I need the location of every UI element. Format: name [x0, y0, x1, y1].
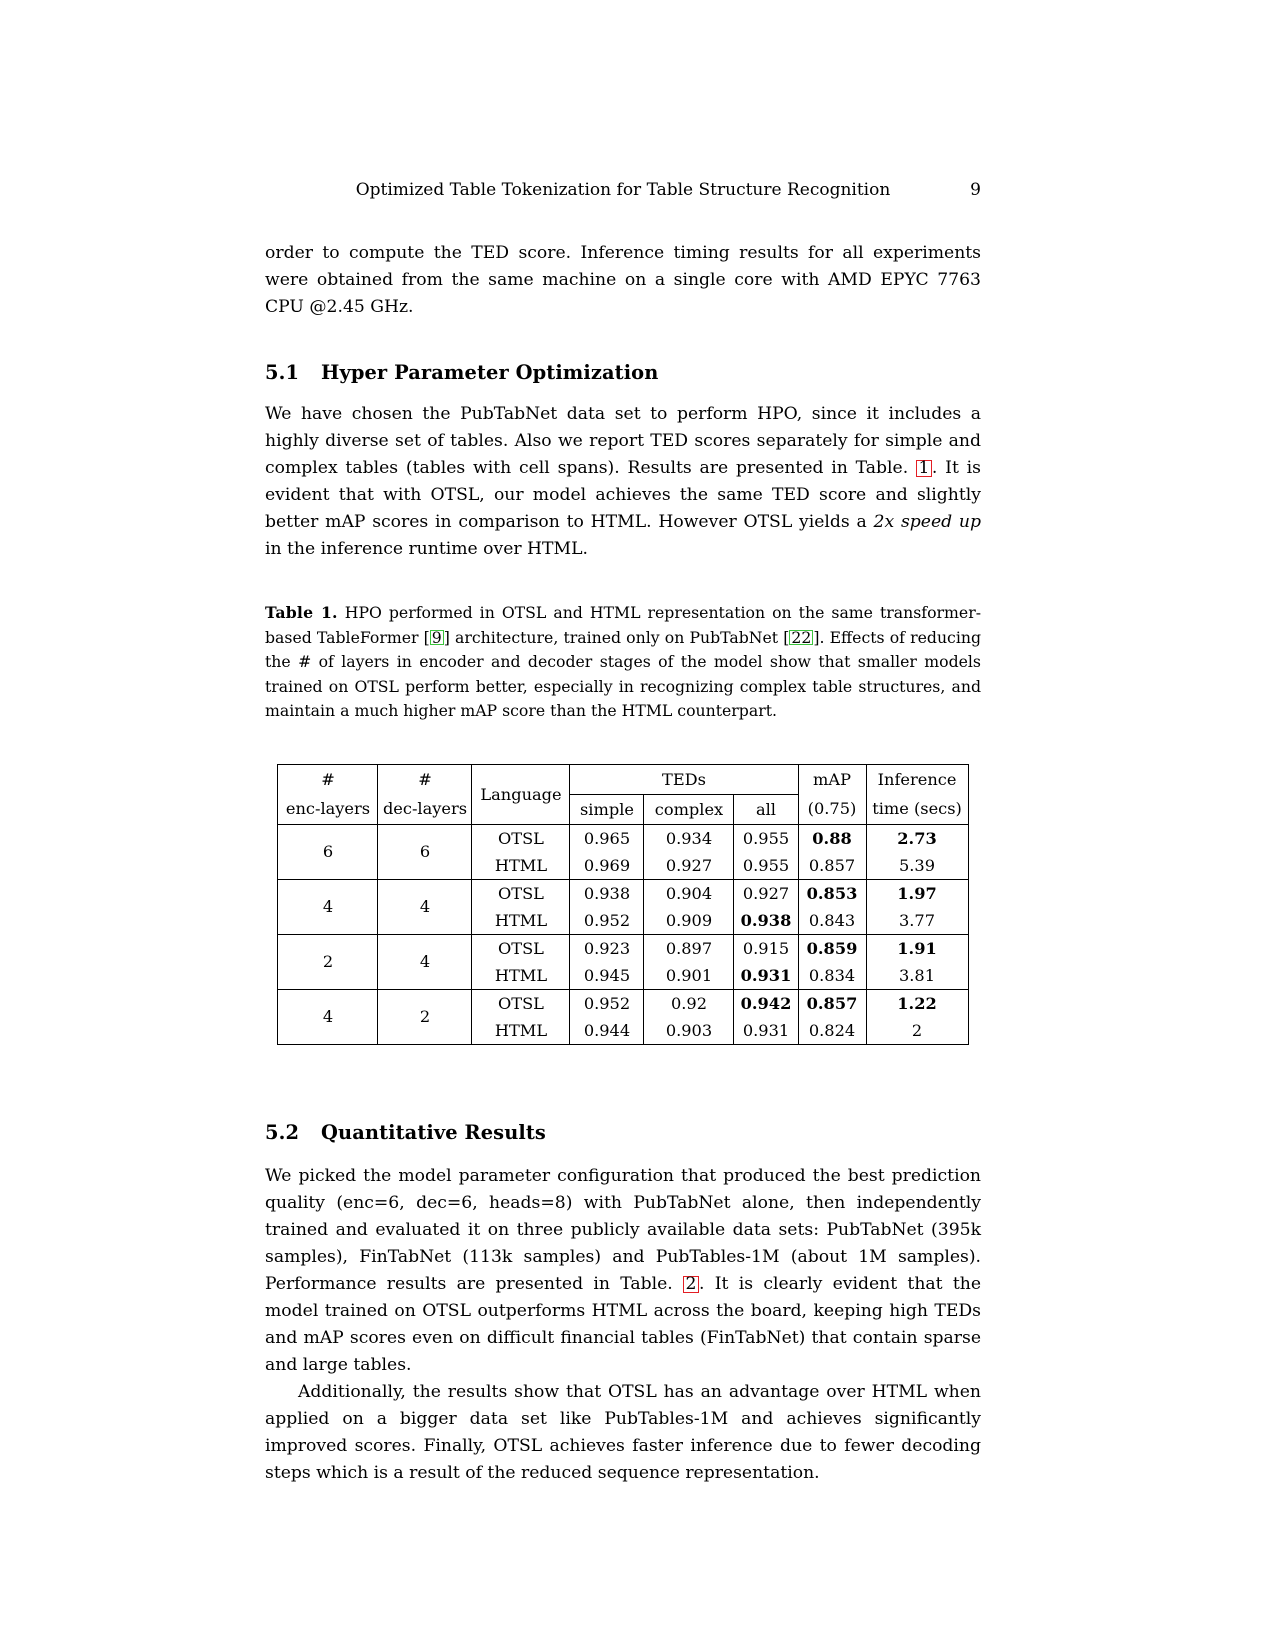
- cell-language: OTSL: [472, 934, 570, 962]
- cell-map: 0.857: [798, 852, 866, 880]
- intro-paragraph: [265, 240, 981, 321]
- cell-inference-time: 1.22: [866, 989, 968, 1017]
- citation-9-link[interactable]: 9: [431, 627, 442, 647]
- cell-inference-time: 2: [866, 1017, 968, 1045]
- cell-teds-simple: 0.952: [570, 907, 644, 935]
- col-header-complex: complex: [644, 794, 734, 824]
- col-header-enc-layers: # enc-layers: [278, 764, 378, 824]
- section-5-1-title: Hyper Parameter Optimization: [321, 361, 659, 384]
- hpo-results-table: [277, 764, 968, 1045]
- table-1-caption: [265, 601, 981, 724]
- section-5-2-title: Quantitative Results: [321, 1120, 546, 1144]
- col-header-language: Language: [472, 764, 570, 824]
- cell-teds-simple: 0.969: [570, 852, 644, 880]
- table-row: [278, 989, 968, 1017]
- cell-teds-complex: 0.92: [644, 989, 734, 1017]
- cell-teds-all: 0.931: [734, 962, 798, 990]
- section-5-2-paragraph-2: [265, 1379, 981, 1487]
- caption-text: ] architecture, trained only on PubTabNet [: [443, 627, 790, 647]
- section-5-1-heading: [265, 361, 981, 384]
- cell-language: HTML: [472, 852, 570, 880]
- section-5-1-number: 5.1: [265, 361, 300, 384]
- cell-map: 0.88: [798, 824, 866, 852]
- cell-teds-simple: 0.952: [570, 989, 644, 1017]
- running-head: [265, 180, 981, 200]
- page-number: 9: [970, 180, 981, 200]
- cell-teds-all: 0.915: [734, 934, 798, 962]
- caption-text: ]. Effects of reducing the # of layers in encoder and decoder stages of the model show that smaller models trained on OTSL perform better, especially in recognizing complex table structures, and maintain a much higher mAP score than the HTML counterpart.: [265, 627, 982, 721]
- text-column: [265, 180, 981, 1487]
- cell-teds-all: 0.955: [734, 852, 798, 880]
- cell-enc-layers: 4: [278, 879, 378, 934]
- cell-inference-time: 5.39: [866, 852, 968, 880]
- speedup-italic-text: 2x speed up: [873, 512, 981, 532]
- cell-teds-complex: 0.904: [644, 879, 734, 907]
- paragraph-text: in the inference runtime over HTML.: [265, 539, 588, 559]
- cell-map: 0.853: [798, 879, 866, 907]
- cell-teds-complex: 0.903: [644, 1017, 734, 1045]
- paragraph-text: . It is clearly evident that the model trained on OTSL outperforms HTML across the board, keeping high TEDs and mAP scores even on difficult financial tables (FinTabNet) that contain sparse and large tables.: [265, 1273, 982, 1375]
- cell-inference-time: 1.97: [866, 879, 968, 907]
- cell-teds-all: 0.955: [734, 824, 798, 852]
- cell-teds-simple: 0.923: [570, 934, 644, 962]
- section-5-2-heading: [265, 1121, 981, 1144]
- table-1-ref-link[interactable]: 1: [916, 460, 932, 477]
- col-header-map: mAP (0.75): [798, 764, 866, 824]
- table-2-ref-link[interactable]: 2: [683, 1276, 699, 1293]
- cell-teds-complex: 0.934: [644, 824, 734, 852]
- cell-enc-layers: 6: [278, 824, 378, 879]
- intro-text: order to compute the TED score. Inference timing results for all experiments were obtained from the same machine on a single core with AMD EPYC 7763 CPU @2.45 GHz.: [265, 243, 981, 317]
- section-5-2-block: [265, 1121, 981, 1487]
- cell-teds-complex: 0.901: [644, 962, 734, 990]
- cell-inference-time: 1.91: [866, 934, 968, 962]
- cell-map: 0.834: [798, 962, 866, 990]
- paragraph-text: Additionally, the results show that OTSL has an advantage over HTML when applied on a bigger data set like PubTables-1M and achieves significantly improved scores. Finally, OTSL achieves faster inference due to fewer decoding steps which is a result of the reduced sequence representation.: [265, 1381, 981, 1483]
- cell-dec-layers: 6: [378, 824, 472, 879]
- cell-map: 0.859: [798, 934, 866, 962]
- table-row: [278, 824, 968, 852]
- col-header-all: all: [734, 794, 798, 824]
- paragraph-text: We have chosen the PubTabNet data set to perform HPO, since it includes a highly diverse set of tables. Also we report TED scores separately for simple and complex tables (tables with cell spans). Results are presented in Table.: [265, 404, 981, 478]
- cell-enc-layers: 4: [278, 989, 378, 1044]
- cell-dec-layers: 4: [378, 934, 472, 989]
- col-header-teds: TEDs: [570, 764, 798, 794]
- cell-teds-all: 0.927: [734, 879, 798, 907]
- cell-inference-time: 3.77: [866, 907, 968, 935]
- col-header-simple: simple: [570, 794, 644, 824]
- cell-dec-layers: 4: [378, 879, 472, 934]
- cell-teds-all: 0.938: [734, 907, 798, 935]
- cell-teds-complex: 0.927: [644, 852, 734, 880]
- paragraph-text: . It is evident that with OTSL, our model achieves the same TED score and slightly better mAP scores in comparison to HTML. However OTSL yields a: [265, 458, 981, 532]
- cell-inference-time: 3.81: [866, 962, 968, 990]
- cell-teds-complex: 0.909: [644, 907, 734, 935]
- table-row: [278, 879, 968, 907]
- table-1-caption-label: Table 1.: [265, 603, 338, 622]
- cell-enc-layers: 2: [278, 934, 378, 989]
- cell-map: 0.843: [798, 907, 866, 935]
- cell-language: OTSL: [472, 879, 570, 907]
- table-row: [278, 934, 968, 962]
- cell-language: HTML: [472, 907, 570, 935]
- cell-teds-all: 0.942: [734, 989, 798, 1017]
- cell-teds-simple: 0.938: [570, 879, 644, 907]
- section-5-2-number: 5.2: [265, 1120, 300, 1144]
- cell-language: OTSL: [472, 824, 570, 852]
- cell-map: 0.857: [798, 989, 866, 1017]
- section-5-1-paragraph: [265, 401, 981, 563]
- cell-language: HTML: [472, 962, 570, 990]
- cell-teds-simple: 0.945: [570, 962, 644, 990]
- cell-map: 0.824: [798, 1017, 866, 1045]
- citation-22-link[interactable]: 22: [791, 627, 812, 647]
- cell-teds-all: 0.931: [734, 1017, 798, 1045]
- running-head-title: Optimized Table Tokenization for Table Structure Recognition: [355, 180, 891, 200]
- caption-text: HPO performed in OTSL and HTML representation on the same transformer-based TableFormer [: [265, 603, 982, 647]
- cell-language: OTSL: [472, 989, 570, 1017]
- cell-dec-layers: 2: [378, 989, 472, 1044]
- cell-teds-simple: 0.944: [570, 1017, 644, 1045]
- cell-teds-complex: 0.897: [644, 934, 734, 962]
- cell-language: HTML: [472, 1017, 570, 1045]
- cell-teds-simple: 0.965: [570, 824, 644, 852]
- section-5-2-paragraph-1: [265, 1163, 981, 1379]
- col-header-inference-time: Inference time (secs): [866, 764, 968, 824]
- cell-inference-time: 2.73: [866, 824, 968, 852]
- col-header-dec-layers: # dec-layers: [378, 764, 472, 824]
- paragraph-text: We picked the model parameter configuration that produced the best prediction quality (enc=6, dec=6, heads=8) with PubTabNet alone, then independently trained and evaluated it on three publicly available data sets: PubTabNet (395k samples), FinTabNet (113k samples) and PubTables-1M (about 1M samples). Performance results are presented in Table.: [265, 1165, 981, 1294]
